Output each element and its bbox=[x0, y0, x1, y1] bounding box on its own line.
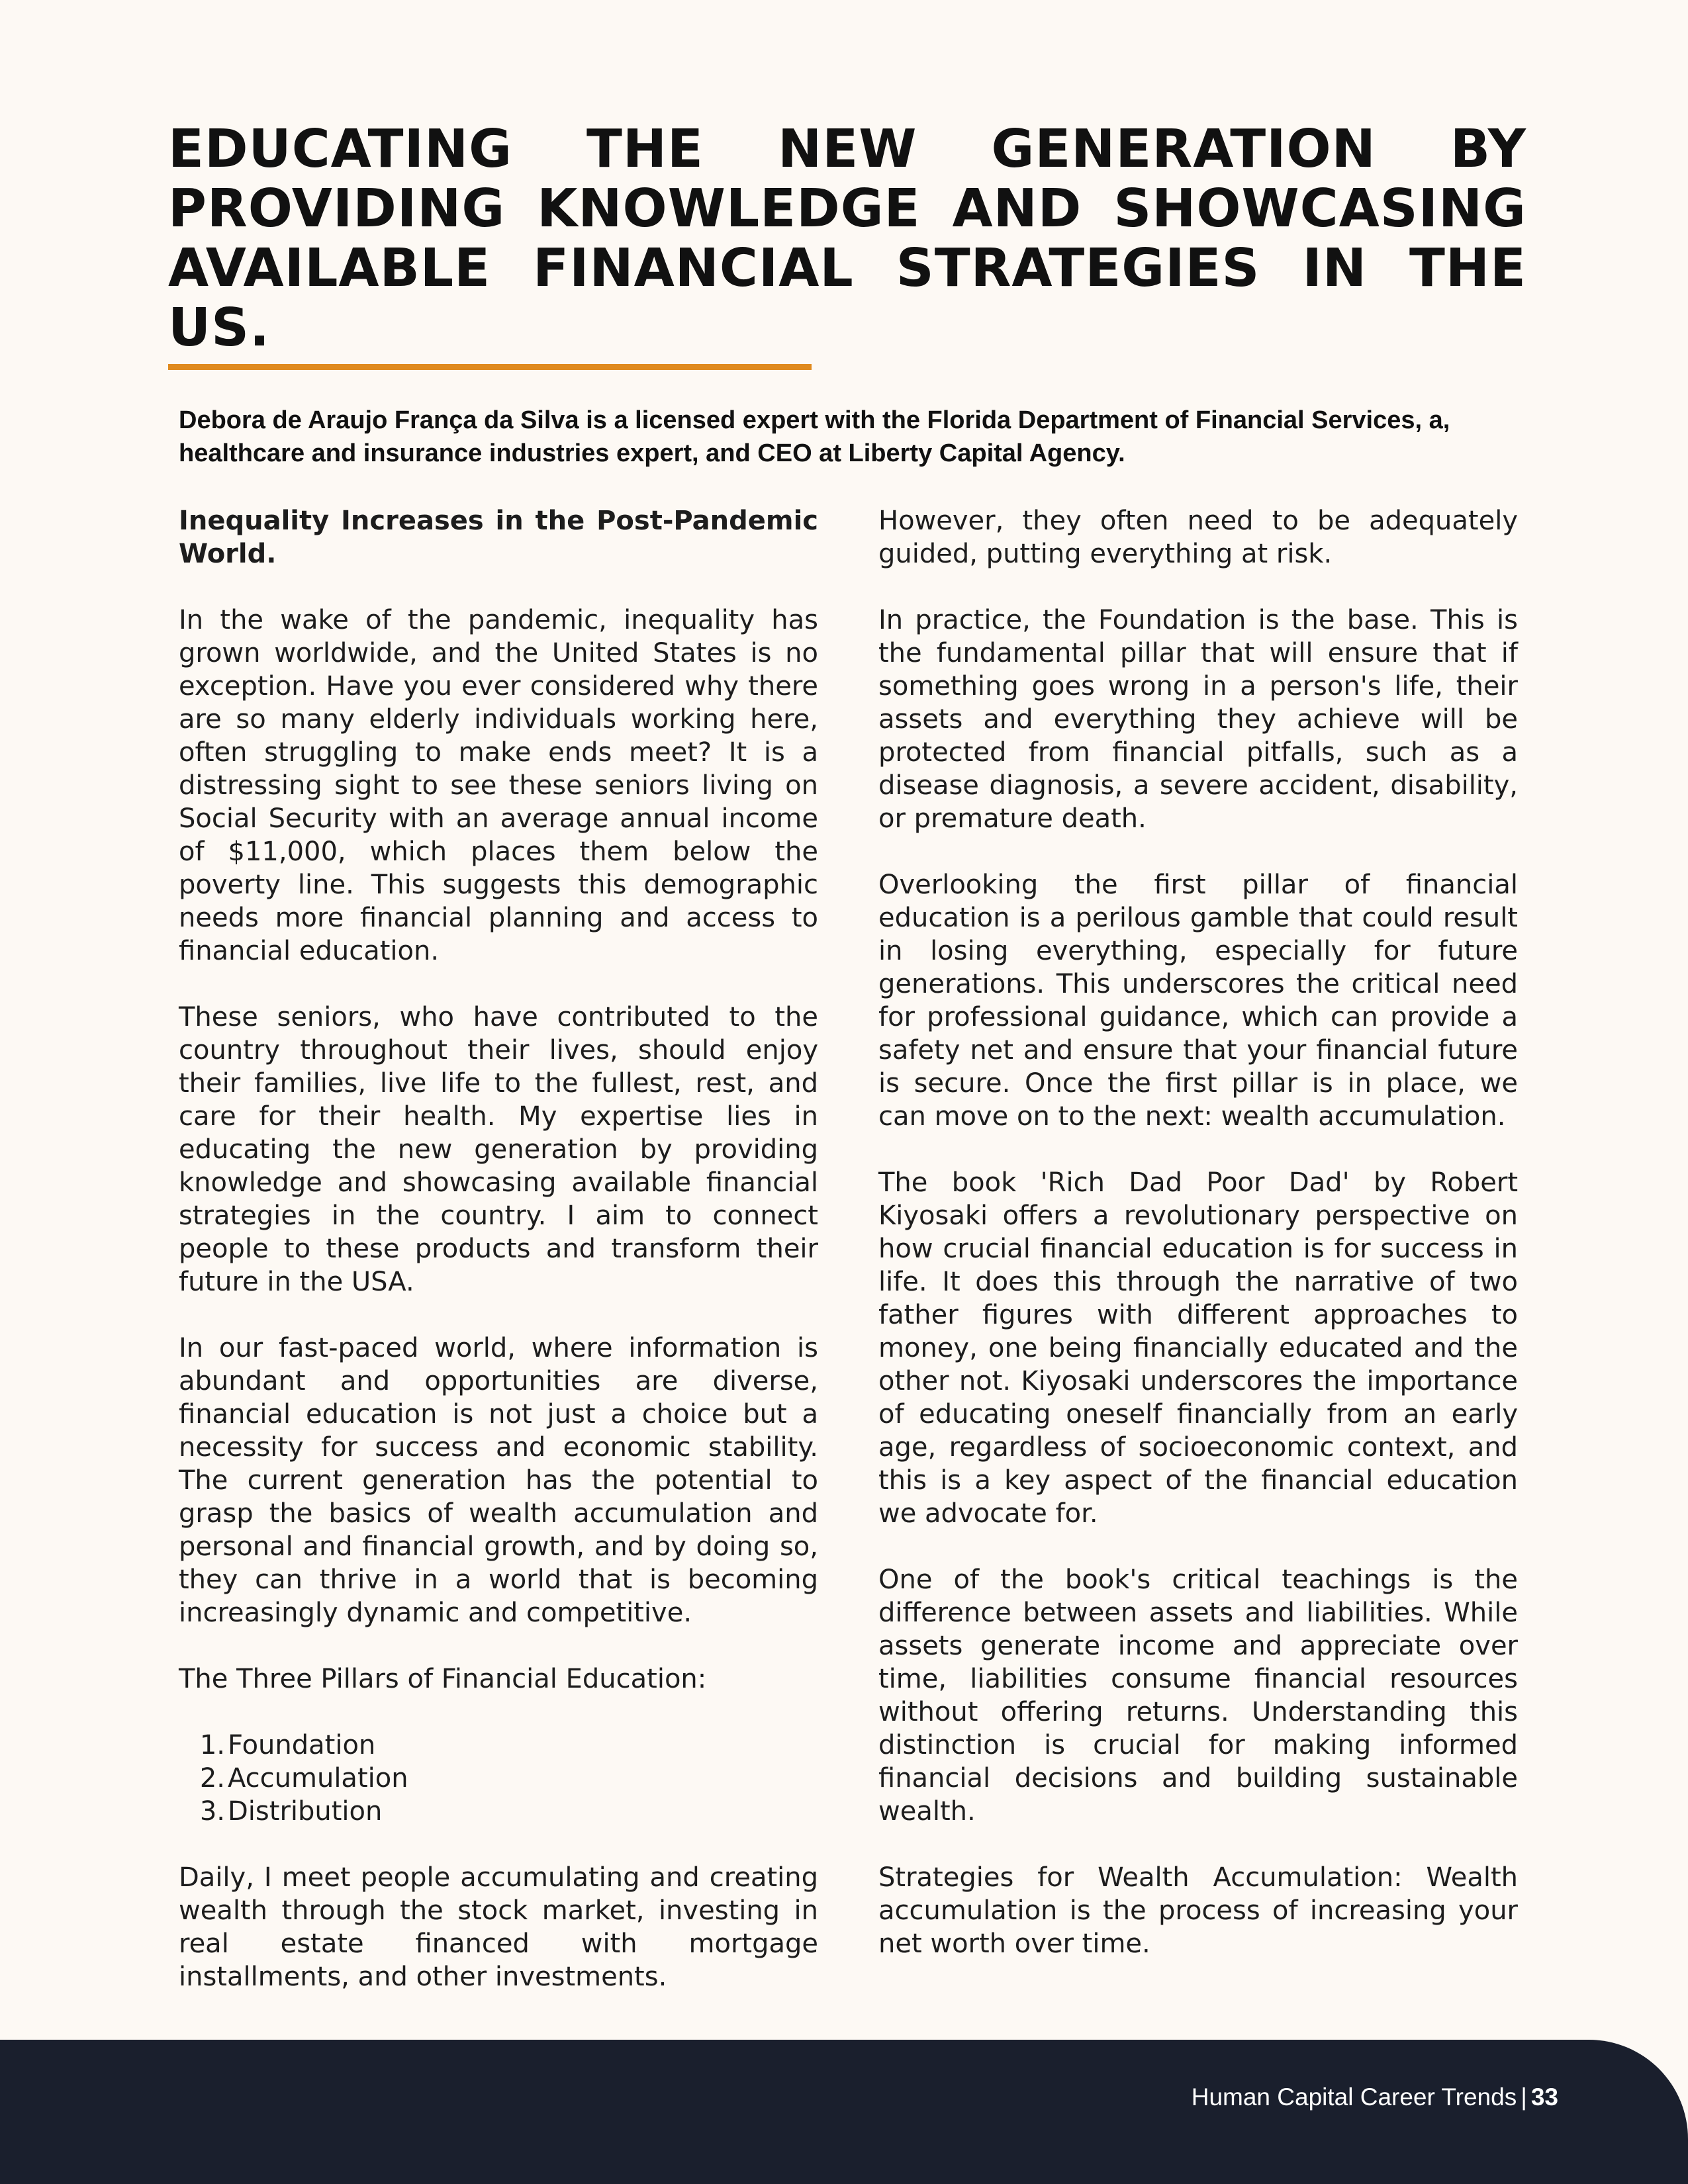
paragraph: Overlooking the first pillar of financial education is a perilous gamble that could result in losing everything, especially for future generations. This underscores the critical need for professional guidance, which can provide a safety net and ensure that your financial future is secure. Once the first pillar is in place, we can move on to the next: wealth accumulation. bbox=[878, 870, 1518, 1132]
list-item bbox=[199, 1729, 818, 1762]
right-column bbox=[878, 504, 1518, 1960]
footer-separator: | bbox=[1521, 2083, 1527, 2111]
paragraph: In the wake of the pandemic, inequality has grown worldwide, and the United States is no exception. Have you ever considered why there are so many elderly individuals working here, often struggling to make ends meet? It is a distressing sight to see these seniors living on Social Security with an average annual income of $11,000, which places them below the poverty line. This suggests this demographic needs more financial planning and access to financial education. bbox=[179, 605, 818, 966]
page-footer bbox=[0, 2040, 1688, 2184]
section-heading: Inequality Increases in the Post-Pandemic World. bbox=[179, 506, 818, 569]
paragraph: The book 'Rich Dad Poor Dad' by Robert Kiyosaki offers a revolutionary perspective on how crucial financial education is for success in life. It does this through the narrative of two father figures with different approaches to money, one being financially educated and the other not. Kiyosaki underscores the importance of educating oneself financially from an early age, regardless of socioeconomic context, and this is a key aspect of the financial education we advocate for. bbox=[878, 1167, 1518, 1529]
list-number: 2. bbox=[199, 1763, 225, 1794]
list-item bbox=[199, 1762, 818, 1795]
list-item bbox=[199, 1795, 818, 1828]
page-number: 33 bbox=[1530, 2083, 1558, 2111]
pillars-list bbox=[179, 1729, 818, 1828]
paragraph: Strategies for Wealth Accumulation: Wealth accumulation is the process of increasing your net worth over time. bbox=[878, 1862, 1518, 1959]
title-line: AVAILABLE FINANCIAL STRATEGIES IN THE US. bbox=[168, 238, 1526, 358]
left-column bbox=[179, 504, 818, 1993]
list-item-label: Foundation bbox=[228, 1730, 376, 1760]
paragraph: In practice, the Foundation is the base. This is the fundamental pillar that will ensure that if something goes wrong in a person's life, their assets and everything they achieve will be protected from financial pitfalls, such as a disease diagnosis, a severe accident, disability, or premature death. bbox=[878, 605, 1518, 834]
title-line: PROVIDING KNOWLEDGE AND SHOWCASING bbox=[168, 178, 1526, 239]
footer-text bbox=[1192, 2083, 1558, 2111]
list-item-label: Distribution bbox=[228, 1796, 383, 1827]
title-line: EDUCATING THE NEW GENERATION BY bbox=[168, 118, 1526, 179]
paragraph: In our fast-paced world, where information is abundant and opportunities are diverse, financial education is not just a choice but a necessity for success and economic stability. The current generation has the potential to grasp the basics of wealth accumulation and personal and financial growth, and by doing so, they can thrive in a world that is becoming increasingly dynamic and competitive. bbox=[179, 1333, 818, 1628]
paragraph: One of the book's critical teachings is the difference between assets and liabilities. While assets generate income and appreciate over time, liabilities consume financial resources without offering returns. Understanding this distinction is crucial for making informed financial decisions and building sustainable wealth. bbox=[878, 1565, 1518, 1827]
list-item-label: Accumulation bbox=[228, 1763, 408, 1794]
accent-divider bbox=[168, 364, 812, 370]
article-title bbox=[168, 119, 1526, 357]
paragraph: However, they often need to be adequately guided, putting everything at risk. bbox=[878, 506, 1518, 569]
list-number: 3. bbox=[199, 1796, 225, 1827]
paragraph: These seniors, who have contributed to the country throughout their lives, should enjoy their families, live life to the fullest, rest, and care for their health. My expertise lies in educating the new generation by providing knowledge and showcasing available financial strategies in the country. I aim to connect people to these products and transform their future in the USA. bbox=[179, 1002, 818, 1297]
pillars-intro: The Three Pillars of Financial Education: bbox=[179, 1664, 707, 1694]
publication-name: Human Capital Career Trends bbox=[1191, 2083, 1517, 2111]
paragraph: Daily, I meet people accumulating and creating wealth through the stock market, investing in real estate financed with mortgage installments, and other investments. bbox=[179, 1862, 818, 1992]
author-byline: Debora de Araujo França da Silva is a licensed expert with the Florida Department of Financial Services, a, healthcare and insurance industries expert, and CEO at Liberty Capital Agency. bbox=[179, 406, 1450, 467]
list-number: 1. bbox=[199, 1730, 225, 1760]
